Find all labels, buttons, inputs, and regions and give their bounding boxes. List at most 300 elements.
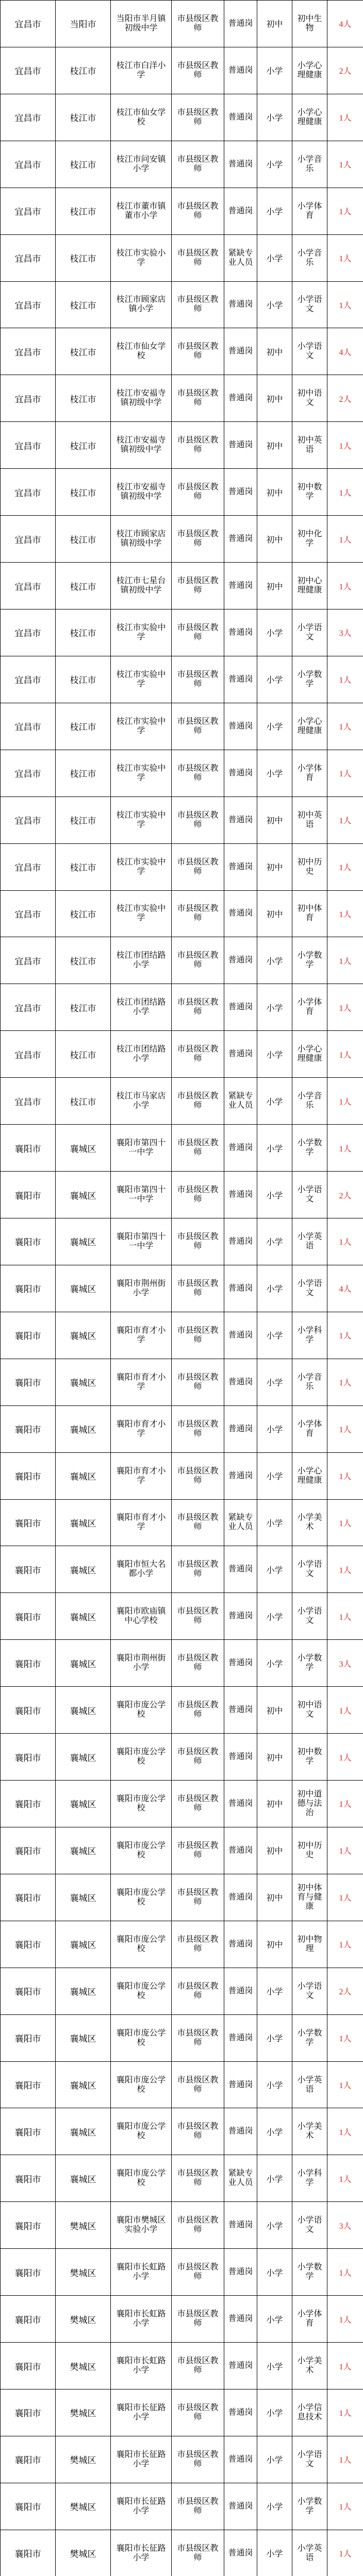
subject-cell: 初中体育 xyxy=(292,890,327,937)
unit-type-cell: 市县级区教师 xyxy=(172,1452,224,1499)
table-row xyxy=(1,1499,363,1546)
school-cell: 襄阳市樊城区实验小学 xyxy=(111,2202,172,2249)
table-row xyxy=(1,2202,363,2249)
table-row xyxy=(1,1,363,47)
table-row xyxy=(1,1781,363,1827)
stage-cell: 小学 xyxy=(257,1546,292,1593)
city-cell: 宜昌市 xyxy=(1,47,56,94)
unit-type-cell: 市县级区教师 xyxy=(172,1687,224,1734)
city-cell: 宜昌市 xyxy=(1,94,56,141)
school-cell: 枝江市安福寺镇初级中学 xyxy=(111,422,172,469)
district-cell: 枝江市 xyxy=(56,188,111,234)
unit-type-cell: 市县级区教师 xyxy=(172,516,224,563)
unit-type-cell: 市县级区教师 xyxy=(172,281,224,328)
district-cell: 樊城区 xyxy=(56,2296,111,2343)
subject-cell: 小学英语 xyxy=(292,1218,327,1265)
table-row xyxy=(1,1687,363,1734)
unit-type-cell: 市县级区教师 xyxy=(172,1734,224,1781)
post-type-cell: 普通岗 xyxy=(224,703,257,750)
stage-cell: 小学 xyxy=(257,1499,292,1546)
post-type-cell: 普通岗 xyxy=(224,656,257,703)
post-type-cell: 普通岗 xyxy=(224,2483,257,2530)
unit-type-cell: 市县级区教师 xyxy=(172,1078,224,1125)
subject-cell: 小学语文 xyxy=(292,1593,327,1640)
school-cell: 枝江市马家店小学 xyxy=(111,1078,172,1125)
district-cell: 襄城区 xyxy=(56,2155,111,2202)
unit-type-cell: 市县级区教师 xyxy=(172,2202,224,2249)
headcount-cell: 1人 xyxy=(327,141,363,188)
subject-cell: 初中数学 xyxy=(292,469,327,516)
city-cell: 宜昌市 xyxy=(1,234,56,281)
post-type-cell: 普通岗 xyxy=(224,2061,257,2108)
post-type-cell: 普通岗 xyxy=(224,1359,257,1405)
stage-cell: 小学 xyxy=(257,234,292,281)
city-cell: 襄阳市 xyxy=(1,1921,56,1968)
headcount-cell: 1人 xyxy=(327,1734,363,1781)
district-cell: 枝江市 xyxy=(56,890,111,937)
school-cell: 枝江市团结路小学 xyxy=(111,937,172,984)
post-type-cell: 普通岗 xyxy=(224,2249,257,2296)
district-cell: 樊城区 xyxy=(56,2530,111,2576)
city-cell: 襄阳市 xyxy=(1,1593,56,1640)
headcount-cell: 1人 xyxy=(327,1405,363,1452)
city-cell: 宜昌市 xyxy=(1,984,56,1031)
unit-type-cell: 市县级区教师 xyxy=(172,1125,224,1172)
post-type-cell: 普通岗 xyxy=(224,984,257,1031)
unit-type-cell: 市县级区教师 xyxy=(172,2296,224,2343)
table-row xyxy=(1,281,363,328)
unit-type-cell: 市县级区教师 xyxy=(172,2108,224,2155)
post-type-cell: 普通岗 xyxy=(224,796,257,843)
unit-type-cell: 市县级区教师 xyxy=(172,2061,224,2108)
city-cell: 宜昌市 xyxy=(1,1031,56,1078)
table-row xyxy=(1,2249,363,2296)
stage-cell: 小学 xyxy=(257,2296,292,2343)
school-cell: 襄阳市庞公学校 xyxy=(111,1734,172,1781)
city-cell: 襄阳市 xyxy=(1,1687,56,1734)
stage-cell: 小学 xyxy=(257,1078,292,1125)
headcount-cell: 1人 xyxy=(327,1452,363,1499)
unit-type-cell: 市县级区教师 xyxy=(172,2014,224,2061)
post-type-cell: 普通岗 xyxy=(224,469,257,516)
city-cell: 宜昌市 xyxy=(1,141,56,188)
stage-cell: 小学 xyxy=(257,1125,292,1172)
post-type-cell: 普通岗 xyxy=(224,609,257,656)
table-row xyxy=(1,188,363,234)
city-cell: 宜昌市 xyxy=(1,328,56,375)
headcount-cell: 1人 xyxy=(327,2343,363,2389)
subject-cell: 小学语文 xyxy=(292,1546,327,1593)
table-row xyxy=(1,2436,363,2483)
headcount-cell: 1人 xyxy=(327,1827,363,1874)
unit-type-cell: 市县级区教师 xyxy=(172,375,224,422)
district-cell: 当阳市 xyxy=(56,1,111,47)
table-row xyxy=(1,2389,363,2436)
district-cell: 枝江市 xyxy=(56,94,111,141)
school-cell: 襄阳市第四十一中学 xyxy=(111,1172,172,1218)
stage-cell: 初中 xyxy=(257,328,292,375)
school-cell: 襄阳市育才小学 xyxy=(111,1359,172,1405)
stage-cell: 小学 xyxy=(257,2389,292,2436)
city-cell: 宜昌市 xyxy=(1,1078,56,1125)
subject-cell: 小学信息技术 xyxy=(292,2389,327,2436)
unit-type-cell: 市县级区教师 xyxy=(172,188,224,234)
school-cell: 襄阳市庞公学校 xyxy=(111,1921,172,1968)
subject-cell: 小学语文 xyxy=(292,281,327,328)
unit-type-cell: 市县级区教师 xyxy=(172,656,224,703)
headcount-cell: 1人 xyxy=(327,516,363,563)
city-cell: 襄阳市 xyxy=(1,1125,56,1172)
stage-cell: 小学 xyxy=(257,1031,292,1078)
post-type-cell: 普通岗 xyxy=(224,1218,257,1265)
headcount-cell: 1人 xyxy=(327,2014,363,2061)
stage-cell: 初中 xyxy=(257,375,292,422)
subject-cell: 小学体育 xyxy=(292,188,327,234)
school-cell: 襄阳市长虹路小学 xyxy=(111,2343,172,2389)
school-cell: 襄阳市长虹路小学 xyxy=(111,2296,172,2343)
post-type-cell: 普通岗 xyxy=(224,1265,257,1312)
subject-cell: 小学科学 xyxy=(292,1312,327,1359)
school-cell: 枝江市安福寺镇初级中学 xyxy=(111,469,172,516)
headcount-cell: 1人 xyxy=(327,281,363,328)
stage-cell: 小学 xyxy=(257,984,292,1031)
unit-type-cell: 市县级区教师 xyxy=(172,2155,224,2202)
headcount-cell: 1人 xyxy=(327,469,363,516)
subject-cell: 小学数学 xyxy=(292,2249,327,2296)
table-row xyxy=(1,1265,363,1312)
city-cell: 襄阳市 xyxy=(1,1874,56,1921)
stage-cell: 初中 xyxy=(257,1781,292,1827)
city-cell: 襄阳市 xyxy=(1,1359,56,1405)
subject-cell: 初中化学 xyxy=(292,516,327,563)
district-cell: 樊城区 xyxy=(56,2202,111,2249)
headcount-cell: 3人 xyxy=(327,609,363,656)
stage-cell: 小学 xyxy=(257,2249,292,2296)
district-cell: 襄城区 xyxy=(56,1312,111,1359)
city-cell: 宜昌市 xyxy=(1,1,56,47)
city-cell: 襄阳市 xyxy=(1,1827,56,1874)
unit-type-cell: 市县级区教师 xyxy=(172,1874,224,1921)
table-row xyxy=(1,141,363,188)
subject-cell: 初中物理 xyxy=(292,1921,327,1968)
school-cell: 襄阳市育才小学 xyxy=(111,1499,172,1546)
district-cell: 樊城区 xyxy=(56,2436,111,2483)
unit-type-cell: 市县级区教师 xyxy=(172,1405,224,1452)
post-type-cell: 普通岗 xyxy=(224,1546,257,1593)
table-row xyxy=(1,1968,363,2014)
district-cell: 樊城区 xyxy=(56,2483,111,2530)
stage-cell: 小学 xyxy=(257,1593,292,1640)
subject-cell: 小学音乐 xyxy=(292,1078,327,1125)
stage-cell: 初中 xyxy=(257,843,292,890)
subject-cell: 小学语文 xyxy=(292,2202,327,2249)
district-cell: 襄城区 xyxy=(56,1405,111,1452)
post-type-cell: 普通岗 xyxy=(224,141,257,188)
district-cell: 襄城区 xyxy=(56,1874,111,1921)
headcount-cell: 1人 xyxy=(327,2436,363,2483)
district-cell: 襄城区 xyxy=(56,1452,111,1499)
unit-type-cell: 市县级区教师 xyxy=(172,1172,224,1218)
school-cell: 枝江市实验中学 xyxy=(111,609,172,656)
headcount-cell: 1人 xyxy=(327,890,363,937)
subject-cell: 初中语文 xyxy=(292,1687,327,1734)
district-cell: 枝江市 xyxy=(56,516,111,563)
school-cell: 枝江市七星台镇初级中学 xyxy=(111,563,172,609)
headcount-cell: 1人 xyxy=(327,1499,363,1546)
district-cell: 枝江市 xyxy=(56,141,111,188)
district-cell: 枝江市 xyxy=(56,422,111,469)
district-cell: 樊城区 xyxy=(56,2249,111,2296)
table-row xyxy=(1,1452,363,1499)
post-type-cell: 紧缺专业人员 xyxy=(224,2155,257,2202)
post-type-cell: 普通岗 xyxy=(224,1687,257,1734)
district-cell: 枝江市 xyxy=(56,750,111,796)
table-row xyxy=(1,1218,363,1265)
district-cell: 枝江市 xyxy=(56,469,111,516)
subject-cell: 小学语文 xyxy=(292,1968,327,2014)
school-cell: 枝江市实验中学 xyxy=(111,656,172,703)
headcount-cell: 1人 xyxy=(327,2249,363,2296)
headcount-cell: 1人 xyxy=(327,843,363,890)
unit-type-cell: 市县级区教师 xyxy=(172,563,224,609)
district-cell: 枝江市 xyxy=(56,796,111,843)
headcount-cell: 1人 xyxy=(327,1125,363,1172)
table-body xyxy=(1,1,363,2576)
school-cell: 枝江市实验中学 xyxy=(111,890,172,937)
district-cell: 襄城区 xyxy=(56,2061,111,2108)
school-cell: 襄阳市长征路小学 xyxy=(111,2436,172,2483)
table-row xyxy=(1,94,363,141)
headcount-cell: 1人 xyxy=(327,750,363,796)
stage-cell: 初中 xyxy=(257,1921,292,1968)
unit-type-cell: 市县级区教师 xyxy=(172,2389,224,2436)
city-cell: 宜昌市 xyxy=(1,469,56,516)
subject-cell: 小学语文 xyxy=(292,1172,327,1218)
school-cell: 襄阳市庞公学校 xyxy=(111,1827,172,1874)
post-type-cell: 普通岗 xyxy=(224,1593,257,1640)
headcount-cell: 1人 xyxy=(327,2108,363,2155)
district-cell: 枝江市 xyxy=(56,47,111,94)
district-cell: 枝江市 xyxy=(56,563,111,609)
district-cell: 襄城区 xyxy=(56,1781,111,1827)
unit-type-cell: 市县级区教师 xyxy=(172,1218,224,1265)
table-row xyxy=(1,2296,363,2343)
table-row xyxy=(1,2483,363,2530)
city-cell: 宜昌市 xyxy=(1,422,56,469)
district-cell: 枝江市 xyxy=(56,1078,111,1125)
school-cell: 枝江市实验中学 xyxy=(111,843,172,890)
district-cell: 襄城区 xyxy=(56,1593,111,1640)
city-cell: 襄阳市 xyxy=(1,1172,56,1218)
city-cell: 襄阳市 xyxy=(1,2108,56,2155)
unit-type-cell: 市县级区教师 xyxy=(172,1593,224,1640)
school-cell: 襄阳市育才小学 xyxy=(111,1452,172,1499)
headcount-cell: 1人 xyxy=(327,2389,363,2436)
stage-cell: 初中 xyxy=(257,469,292,516)
unit-type-cell: 市县级区教师 xyxy=(172,47,224,94)
unit-type-cell: 市县级区教师 xyxy=(172,1359,224,1405)
school-cell: 襄阳市欧庙镇中心学校 xyxy=(111,1593,172,1640)
post-type-cell: 普通岗 xyxy=(224,1640,257,1687)
post-type-cell: 普通岗 xyxy=(224,1172,257,1218)
unit-type-cell: 市县级区教师 xyxy=(172,1,224,47)
headcount-cell: 4人 xyxy=(327,1,363,47)
school-cell: 枝江市团结路小学 xyxy=(111,984,172,1031)
headcount-cell: 1人 xyxy=(327,1546,363,1593)
district-cell: 枝江市 xyxy=(56,609,111,656)
subject-cell: 小学数学 xyxy=(292,1640,327,1687)
table-row xyxy=(1,469,363,516)
city-cell: 襄阳市 xyxy=(1,2061,56,2108)
headcount-cell: 1人 xyxy=(327,94,363,141)
subject-cell: 初中数学 xyxy=(292,1734,327,1781)
stage-cell: 小学 xyxy=(257,2202,292,2249)
post-type-cell: 普通岗 xyxy=(224,937,257,984)
subject-cell: 初中体育与健康 xyxy=(292,1874,327,1921)
headcount-cell: 1人 xyxy=(327,2155,363,2202)
headcount-cell: 1人 xyxy=(327,563,363,609)
school-cell: 枝江市董市镇董市小学 xyxy=(111,188,172,234)
table-row xyxy=(1,47,363,94)
post-type-cell: 普通岗 xyxy=(224,1874,257,1921)
table-row xyxy=(1,563,363,609)
stage-cell: 小学 xyxy=(257,703,292,750)
city-cell: 襄阳市 xyxy=(1,1265,56,1312)
school-cell: 襄阳市庞公学校 xyxy=(111,1874,172,1921)
table-row xyxy=(1,2061,363,2108)
city-cell: 宜昌市 xyxy=(1,188,56,234)
unit-type-cell: 市县级区教师 xyxy=(172,1265,224,1312)
stage-cell: 小学 xyxy=(257,2530,292,2576)
stage-cell: 小学 xyxy=(257,2343,292,2389)
subject-cell: 小学语文 xyxy=(292,1265,327,1312)
subject-cell: 小学数学 xyxy=(292,937,327,984)
table-row xyxy=(1,843,363,890)
district-cell: 枝江市 xyxy=(56,234,111,281)
stage-cell: 小学 xyxy=(257,141,292,188)
unit-type-cell: 市县级区教师 xyxy=(172,1781,224,1827)
unit-type-cell: 市县级区教师 xyxy=(172,469,224,516)
headcount-cell: 3人 xyxy=(327,1640,363,1687)
post-type-cell: 普通岗 xyxy=(224,1452,257,1499)
city-cell: 宜昌市 xyxy=(1,656,56,703)
district-cell: 襄城区 xyxy=(56,1640,111,1687)
city-cell: 襄阳市 xyxy=(1,2436,56,2483)
stage-cell: 小学 xyxy=(257,1359,292,1405)
subject-cell: 小学科学 xyxy=(292,2155,327,2202)
unit-type-cell: 市县级区教师 xyxy=(172,1031,224,1078)
table-row xyxy=(1,1172,363,1218)
city-cell: 宜昌市 xyxy=(1,375,56,422)
district-cell: 襄城区 xyxy=(56,1687,111,1734)
table-row xyxy=(1,1921,363,1968)
table-row xyxy=(1,1640,363,1687)
city-cell: 宜昌市 xyxy=(1,563,56,609)
stage-cell: 初中 xyxy=(257,1874,292,1921)
district-cell: 枝江市 xyxy=(56,328,111,375)
district-cell: 枝江市 xyxy=(56,375,111,422)
headcount-cell: 1人 xyxy=(327,2530,363,2576)
table-row xyxy=(1,703,363,750)
stage-cell: 小学 xyxy=(257,750,292,796)
school-cell: 襄阳市长征路小学 xyxy=(111,2389,172,2436)
school-cell: 襄阳市育才小学 xyxy=(111,1312,172,1359)
district-cell: 枝江市 xyxy=(56,703,111,750)
table-row xyxy=(1,1031,363,1078)
school-cell: 襄阳市荆州街小学 xyxy=(111,1265,172,1312)
stage-cell: 小学 xyxy=(257,1968,292,2014)
headcount-cell: 1人 xyxy=(327,1031,363,1078)
table-row xyxy=(1,656,363,703)
subject-cell: 小学美术 xyxy=(292,2343,327,2389)
headcount-cell: 1人 xyxy=(327,656,363,703)
stage-cell: 小学 xyxy=(257,937,292,984)
city-cell: 襄阳市 xyxy=(1,2155,56,2202)
subject-cell: 小学美术 xyxy=(292,2108,327,2155)
unit-type-cell: 市县级区教师 xyxy=(172,937,224,984)
post-type-cell: 普通岗 xyxy=(224,1031,257,1078)
post-type-cell: 普通岗 xyxy=(224,94,257,141)
post-type-cell: 普通岗 xyxy=(224,1,257,47)
post-type-cell: 普通岗 xyxy=(224,563,257,609)
unit-type-cell: 市县级区教师 xyxy=(172,94,224,141)
post-type-cell: 普通岗 xyxy=(224,843,257,890)
unit-type-cell: 市县级区教师 xyxy=(172,2530,224,2576)
subject-cell: 小学音乐 xyxy=(292,141,327,188)
stage-cell: 小学 xyxy=(257,281,292,328)
stage-cell: 小学 xyxy=(257,656,292,703)
headcount-cell: 1人 xyxy=(327,1359,363,1405)
table-row xyxy=(1,2108,363,2155)
city-cell: 宜昌市 xyxy=(1,609,56,656)
subject-cell: 小学音乐 xyxy=(292,1359,327,1405)
headcount-cell: 1人 xyxy=(327,1078,363,1125)
subject-cell: 小学语文 xyxy=(292,609,327,656)
post-type-cell: 普通岗 xyxy=(224,2389,257,2436)
city-cell: 襄阳市 xyxy=(1,1734,56,1781)
unit-type-cell: 市县级区教师 xyxy=(172,984,224,1031)
stage-cell: 小学 xyxy=(257,609,292,656)
subject-cell: 小学心理健康 xyxy=(292,47,327,94)
district-cell: 枝江市 xyxy=(56,281,111,328)
district-cell: 襄城区 xyxy=(56,1827,111,1874)
table-row xyxy=(1,2014,363,2061)
district-cell: 襄城区 xyxy=(56,1968,111,2014)
table-row xyxy=(1,1546,363,1593)
headcount-cell: 1人 xyxy=(327,1921,363,1968)
subject-cell: 小学英语 xyxy=(292,2061,327,2108)
stage-cell: 小学 xyxy=(257,2014,292,2061)
table-row xyxy=(1,890,363,937)
table-row xyxy=(1,1874,363,1921)
school-cell: 枝江市实验中学 xyxy=(111,703,172,750)
district-cell: 襄城区 xyxy=(56,1218,111,1265)
subject-cell: 初中英语 xyxy=(292,422,327,469)
post-type-cell: 普通岗 xyxy=(224,1405,257,1452)
school-cell: 襄阳市恒大名都小学 xyxy=(111,1546,172,1593)
post-type-cell: 普通岗 xyxy=(224,1781,257,1827)
headcount-cell: 2人 xyxy=(327,375,363,422)
unit-type-cell: 市县级区教师 xyxy=(172,1546,224,1593)
city-cell: 襄阳市 xyxy=(1,2530,56,2576)
subject-cell: 初中心理健康 xyxy=(292,563,327,609)
city-cell: 襄阳市 xyxy=(1,2343,56,2389)
headcount-cell: 1人 xyxy=(327,188,363,234)
school-cell: 枝江市白洋小学 xyxy=(111,47,172,94)
post-type-cell: 普通岗 xyxy=(224,2014,257,2061)
post-type-cell: 紧缺专业人员 xyxy=(224,234,257,281)
school-cell: 襄阳市长虹路小学 xyxy=(111,2249,172,2296)
